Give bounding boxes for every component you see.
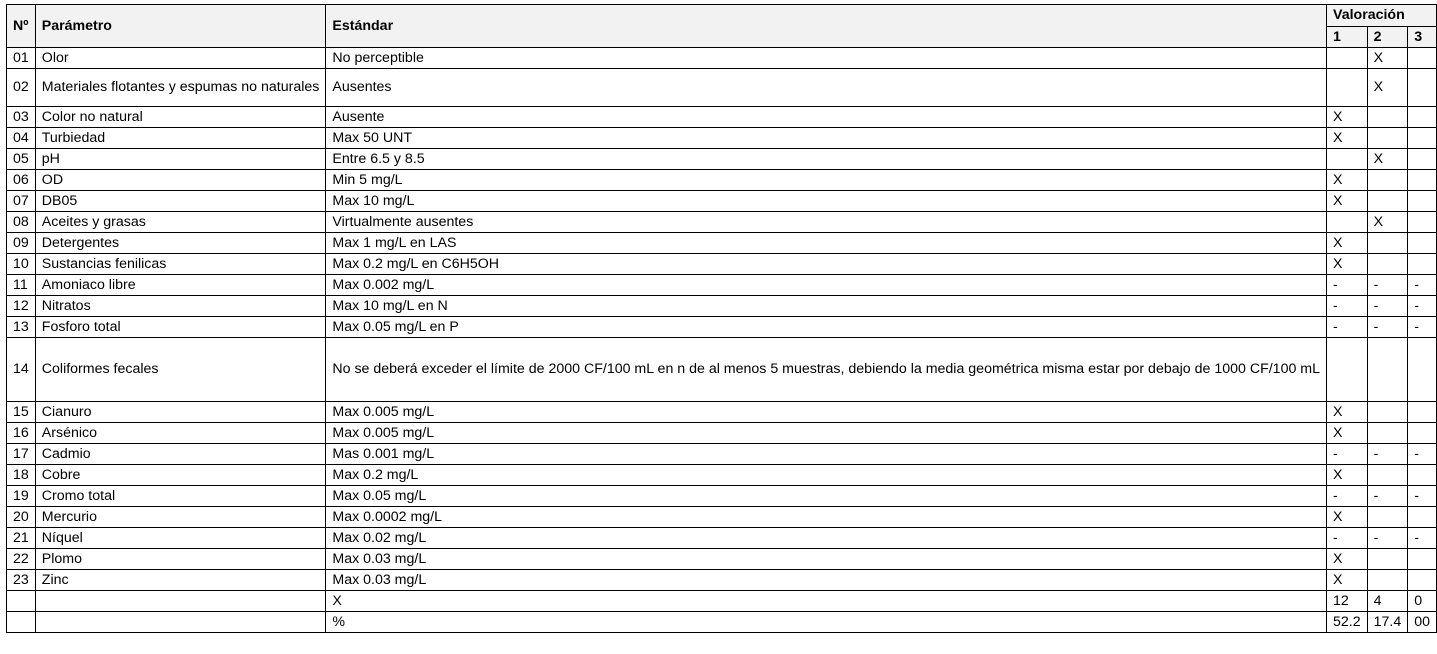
table-row <box>7 107 1437 128</box>
totals-label: X <box>326 591 1327 612</box>
totals-value-1: 52.2 <box>1327 612 1368 633</box>
table-body <box>7 48 1437 633</box>
row-number: 21 <box>7 528 36 549</box>
row-valoracion-3 <box>1408 107 1437 128</box>
table-row <box>7 486 1437 507</box>
row-valoracion-3 <box>1408 423 1437 444</box>
row-estandar: Max 10 mg/L <box>326 191 1327 212</box>
row-parametro: Detergentes <box>35 233 326 254</box>
row-parametro: Cianuro <box>35 402 326 423</box>
table-row <box>7 465 1437 486</box>
row-parametro: Turbiedad <box>35 128 326 149</box>
totals-row <box>7 612 1437 633</box>
row-valoracion-1 <box>1327 149 1368 170</box>
row-parametro: Sustancias fenilicas <box>35 254 326 275</box>
row-estandar: Max 0.03 mg/L <box>326 570 1327 591</box>
row-estandar: Max 10 mg/L en N <box>326 296 1327 317</box>
row-valoracion-1: X <box>1327 191 1368 212</box>
row-valoracion-1: X <box>1327 170 1368 191</box>
row-parametro: Zinc <box>35 570 326 591</box>
row-parametro: Amoniaco libre <box>35 275 326 296</box>
row-parametro: Cadmio <box>35 444 326 465</box>
row-parametro: Coliformes fecales <box>35 338 326 402</box>
row-valoracion-2 <box>1367 107 1408 128</box>
table-row <box>7 549 1437 570</box>
row-valoracion-1: - <box>1327 486 1368 507</box>
row-valoracion-2: - <box>1367 296 1408 317</box>
row-valoracion-1: - <box>1327 296 1368 317</box>
totals-empty-no <box>7 591 36 612</box>
row-number: 17 <box>7 444 36 465</box>
header-valoracion-1: 1 <box>1327 27 1368 48</box>
row-parametro: OD <box>35 170 326 191</box>
row-valoracion-3 <box>1408 402 1437 423</box>
row-number: 18 <box>7 465 36 486</box>
row-number: 12 <box>7 296 36 317</box>
row-number: 13 <box>7 317 36 338</box>
row-valoracion-2: - <box>1367 275 1408 296</box>
table-row <box>7 402 1437 423</box>
header-no: Nº <box>7 5 36 48</box>
row-valoracion-2 <box>1367 254 1408 275</box>
table-row <box>7 317 1437 338</box>
table-row <box>7 528 1437 549</box>
header-parametro: Parámetro <box>35 5 326 48</box>
row-parametro: Aceites y grasas <box>35 212 326 233</box>
row-parametro: pH <box>35 149 326 170</box>
table-row <box>7 69 1437 107</box>
totals-empty-parametro <box>35 612 326 633</box>
row-valoracion-2 <box>1367 170 1408 191</box>
totals-value-1: 12 <box>1327 591 1368 612</box>
row-valoracion-3 <box>1408 69 1437 107</box>
row-estandar: Max 0.2 mg/L <box>326 465 1327 486</box>
row-valoracion-3 <box>1408 338 1437 402</box>
row-valoracion-1: X <box>1327 465 1368 486</box>
table-row <box>7 149 1437 170</box>
row-valoracion-3 <box>1408 254 1437 275</box>
row-estandar: Max 0.02 mg/L <box>326 528 1327 549</box>
totals-value-3: 0 <box>1408 591 1437 612</box>
row-valoracion-2 <box>1367 465 1408 486</box>
row-valoracion-2 <box>1367 191 1408 212</box>
row-parametro: Cobre <box>35 465 326 486</box>
header-valoracion: Valoración <box>1327 5 1437 27</box>
row-valoracion-3: - <box>1408 486 1437 507</box>
row-valoracion-2 <box>1367 402 1408 423</box>
row-valoracion-2: - <box>1367 317 1408 338</box>
row-number: 16 <box>7 423 36 444</box>
row-valoracion-3 <box>1408 507 1437 528</box>
row-valoracion-2 <box>1367 338 1408 402</box>
totals-value-2: 4 <box>1367 591 1408 612</box>
row-valoracion-2: X <box>1367 212 1408 233</box>
row-valoracion-3 <box>1408 212 1437 233</box>
row-number: 04 <box>7 128 36 149</box>
table-row <box>7 275 1437 296</box>
row-valoracion-2: - <box>1367 528 1408 549</box>
row-number: 01 <box>7 48 36 69</box>
row-valoracion-1: - <box>1327 528 1368 549</box>
row-estandar: Max 0.2 mg/L en C6H5OH <box>326 254 1327 275</box>
row-valoracion-2: X <box>1367 69 1408 107</box>
table-row <box>7 444 1437 465</box>
row-valoracion-2: X <box>1367 48 1408 69</box>
row-estandar: Max 0.005 mg/L <box>326 423 1327 444</box>
table-row <box>7 338 1437 402</box>
row-valoracion-2: X <box>1367 149 1408 170</box>
row-valoracion-2 <box>1367 423 1408 444</box>
row-parametro: Fosforo total <box>35 317 326 338</box>
row-estandar: Min 5 mg/L <box>326 170 1327 191</box>
row-number: 15 <box>7 402 36 423</box>
row-valoracion-2 <box>1367 128 1408 149</box>
row-estandar: Entre 6.5 y 8.5 <box>326 149 1327 170</box>
row-valoracion-1: X <box>1327 570 1368 591</box>
row-estandar: No perceptible <box>326 48 1327 69</box>
row-number: 09 <box>7 233 36 254</box>
row-number: 08 <box>7 212 36 233</box>
row-parametro: Mercurio <box>35 507 326 528</box>
row-number: 19 <box>7 486 36 507</box>
row-number: 11 <box>7 275 36 296</box>
row-number: 02 <box>7 69 36 107</box>
row-parametro: Olor <box>35 48 326 69</box>
table-row <box>7 233 1437 254</box>
row-number: 22 <box>7 549 36 570</box>
table-row <box>7 191 1437 212</box>
table-row <box>7 48 1437 69</box>
row-valoracion-1: X <box>1327 402 1368 423</box>
row-estandar: Max 0.0002 mg/L <box>326 507 1327 528</box>
row-valoracion-3 <box>1408 549 1437 570</box>
row-estandar: Ausente <box>326 107 1327 128</box>
totals-empty-parametro <box>35 591 326 612</box>
row-valoracion-3 <box>1408 170 1437 191</box>
row-valoracion-3 <box>1408 570 1437 591</box>
row-valoracion-2: - <box>1367 444 1408 465</box>
row-valoracion-1: - <box>1327 444 1368 465</box>
row-valoracion-1 <box>1327 69 1368 107</box>
row-estandar: Max 50 UNT <box>326 128 1327 149</box>
row-valoracion-2 <box>1367 570 1408 591</box>
table-row <box>7 296 1437 317</box>
header-valoracion-2: 2 <box>1367 27 1408 48</box>
row-valoracion-2 <box>1367 233 1408 254</box>
row-valoracion-2 <box>1367 507 1408 528</box>
row-valoracion-1: X <box>1327 128 1368 149</box>
row-valoracion-3: - <box>1408 296 1437 317</box>
valoracion-table <box>6 4 1437 633</box>
row-valoracion-1 <box>1327 48 1368 69</box>
table-row <box>7 254 1437 275</box>
row-estandar: Max 0.03 mg/L <box>326 549 1327 570</box>
row-valoracion-1: X <box>1327 423 1368 444</box>
row-number: 07 <box>7 191 36 212</box>
table-row <box>7 423 1437 444</box>
row-estandar: Max 0.002 mg/L <box>326 275 1327 296</box>
row-parametro: DB05 <box>35 191 326 212</box>
row-number: 05 <box>7 149 36 170</box>
row-valoracion-1: X <box>1327 254 1368 275</box>
row-valoracion-1: X <box>1327 233 1368 254</box>
row-parametro: Arsénico <box>35 423 326 444</box>
row-valoracion-3: - <box>1408 275 1437 296</box>
table-row <box>7 507 1437 528</box>
row-number: 14 <box>7 338 36 402</box>
row-number: 23 <box>7 570 36 591</box>
row-number: 20 <box>7 507 36 528</box>
row-parametro: Nitratos <box>35 296 326 317</box>
table-row <box>7 570 1437 591</box>
row-valoracion-3: - <box>1408 528 1437 549</box>
totals-value-2: 17.4 <box>1367 612 1408 633</box>
header-estandar: Estándar <box>326 5 1327 48</box>
row-number: 03 <box>7 107 36 128</box>
row-valoracion-1: - <box>1327 275 1368 296</box>
row-valoracion-1 <box>1327 212 1368 233</box>
row-valoracion-1: X <box>1327 507 1368 528</box>
row-valoracion-3: - <box>1408 317 1437 338</box>
row-valoracion-3 <box>1408 48 1437 69</box>
row-number: 10 <box>7 254 36 275</box>
row-valoracion-2 <box>1367 549 1408 570</box>
row-estandar: Max 0.05 mg/L en P <box>326 317 1327 338</box>
row-parametro: Materiales flotantes y espumas no naturales <box>35 69 326 107</box>
row-valoracion-1: X <box>1327 107 1368 128</box>
row-estandar: Max 1 mg/L en LAS <box>326 233 1327 254</box>
row-parametro: Cromo total <box>35 486 326 507</box>
totals-row <box>7 591 1437 612</box>
row-parametro: Plomo <box>35 549 326 570</box>
row-valoracion-1 <box>1327 338 1368 402</box>
row-valoracion-1: X <box>1327 549 1368 570</box>
table-row <box>7 170 1437 191</box>
row-parametro: Níquel <box>35 528 326 549</box>
row-estandar: Mas 0.001 mg/L <box>326 444 1327 465</box>
row-valoracion-2: - <box>1367 486 1408 507</box>
row-valoracion-3: - <box>1408 444 1437 465</box>
row-valoracion-3 <box>1408 233 1437 254</box>
table-row <box>7 128 1437 149</box>
row-valoracion-3 <box>1408 191 1437 212</box>
row-estandar: Ausentes <box>326 69 1327 107</box>
row-valoracion-3 <box>1408 128 1437 149</box>
row-valoracion-3 <box>1408 465 1437 486</box>
row-valoracion-3 <box>1408 149 1437 170</box>
row-parametro: Color no natural <box>35 107 326 128</box>
totals-label: % <box>326 612 1327 633</box>
totals-value-3: 00 <box>1408 612 1437 633</box>
row-estandar: Max 0.05 mg/L <box>326 486 1327 507</box>
table-row <box>7 212 1437 233</box>
header-valoracion-3: 3 <box>1408 27 1437 48</box>
totals-empty-no <box>7 612 36 633</box>
row-number: 06 <box>7 170 36 191</box>
row-valoracion-1: - <box>1327 317 1368 338</box>
row-estandar: Max 0.005 mg/L <box>326 402 1327 423</box>
row-estandar: Virtualmente ausentes <box>326 212 1327 233</box>
row-estandar: No se deberá exceder el límite de 2000 CF/100 mL en n de al menos 5 muestras, debiendo la media geométrica misma estar por debajo de 1000 CF/100 mL <box>326 338 1327 402</box>
